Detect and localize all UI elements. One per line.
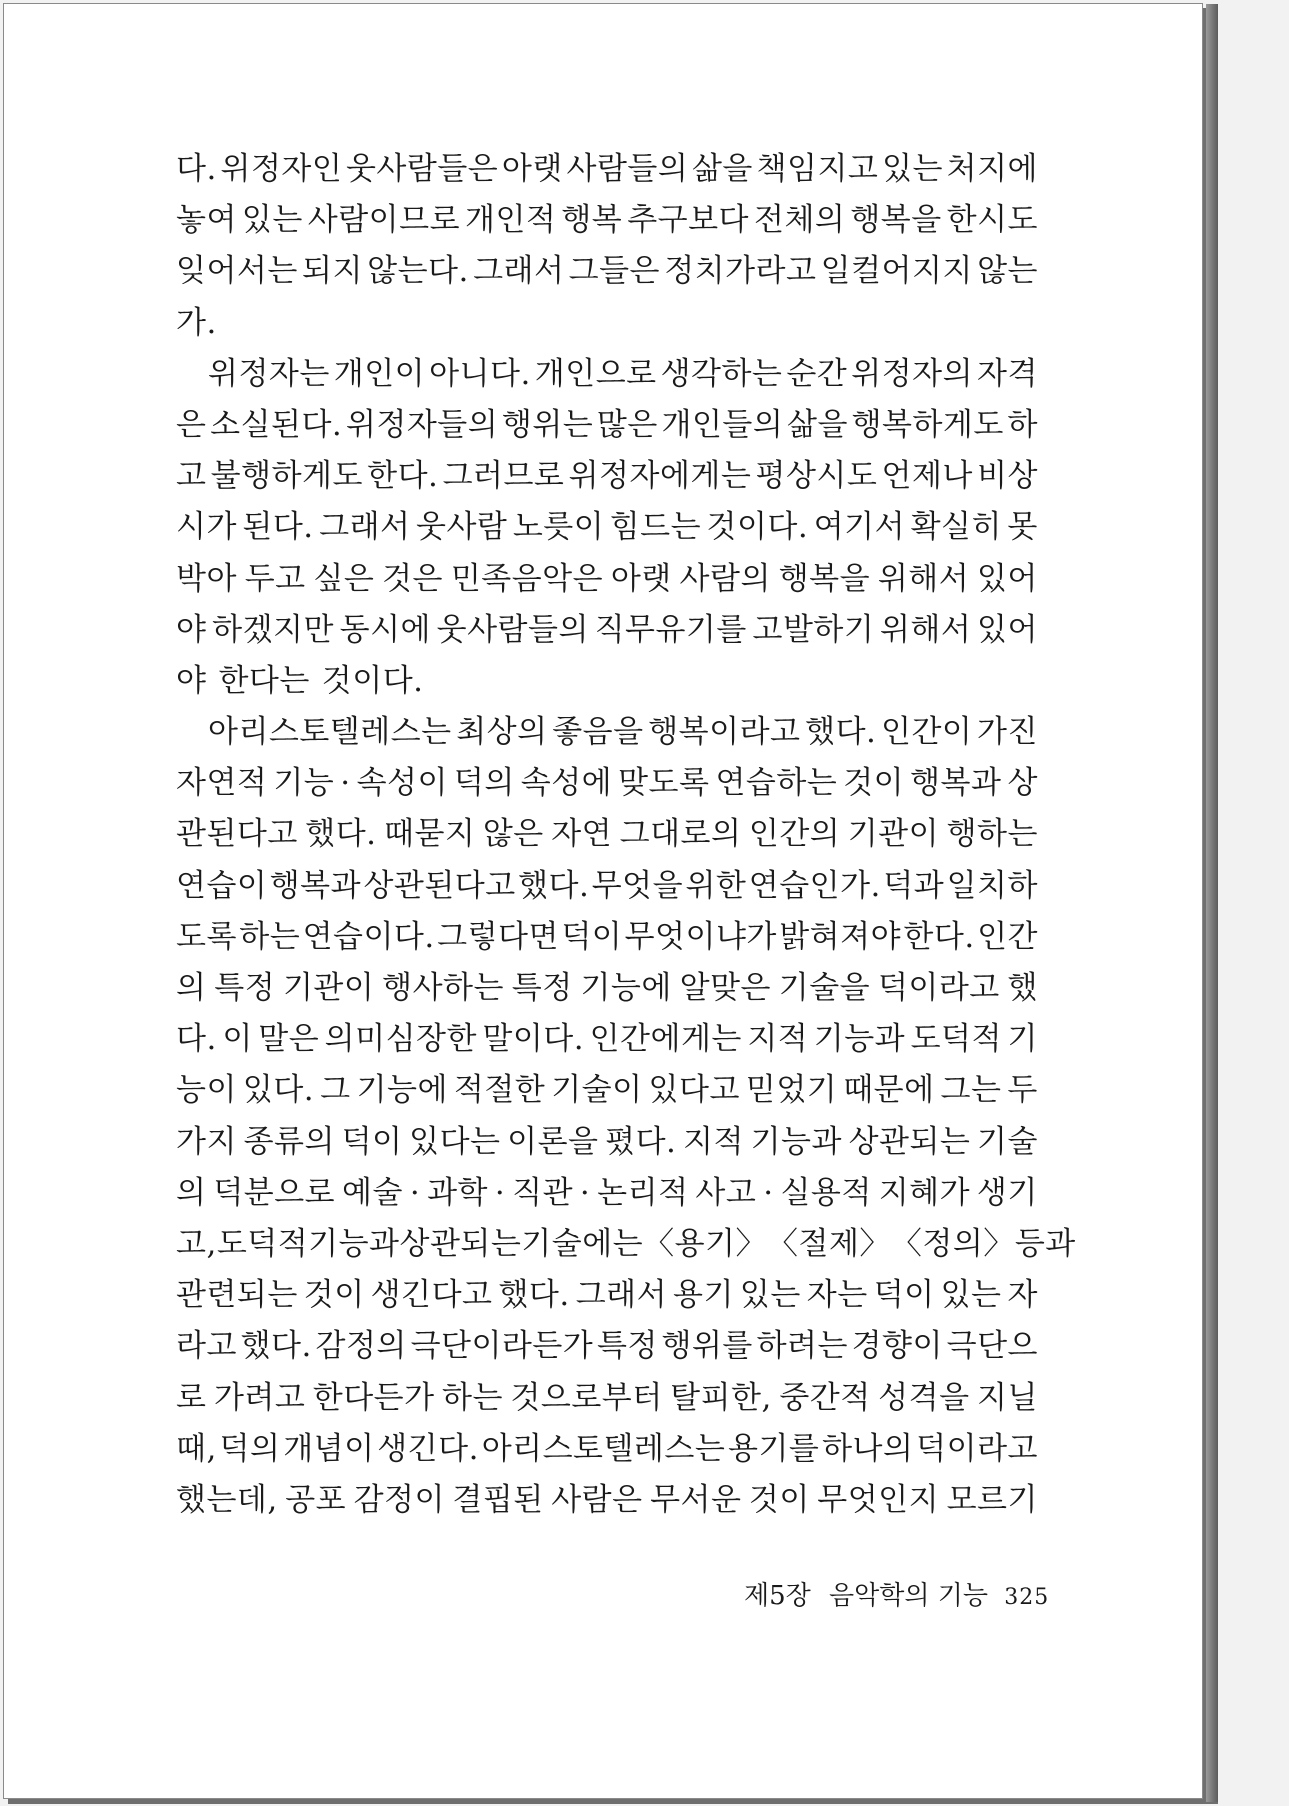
word: 것은 bbox=[382, 560, 444, 597]
word: 의 bbox=[176, 970, 207, 1006]
word: 다. bbox=[176, 1021, 217, 1058]
page-footer bbox=[744, 1575, 1049, 1612]
word: 놓여 bbox=[176, 202, 237, 239]
word: 등과 bbox=[1014, 1225, 1076, 1262]
text-line bbox=[176, 451, 1038, 502]
document-page bbox=[3, 3, 1203, 1799]
word: 기능에 bbox=[580, 970, 672, 1006]
word: 지적 bbox=[747, 1021, 809, 1058]
word: 위정자에게는 bbox=[568, 458, 752, 495]
word: 과학 bbox=[427, 1174, 488, 1211]
word: 덕이라고 bbox=[916, 1430, 1038, 1467]
word: 일치하 bbox=[946, 867, 1038, 904]
word: 않는다. bbox=[367, 253, 469, 290]
word: 일컬어지지 bbox=[820, 253, 973, 290]
word: 그래서 bbox=[575, 1277, 668, 1314]
word: 했다. bbox=[240, 1328, 312, 1365]
word: 알맞은 bbox=[679, 970, 771, 1006]
word: 연습이다. bbox=[302, 918, 435, 955]
word: 폈다. bbox=[605, 1123, 677, 1160]
word: 극단으 bbox=[946, 1328, 1038, 1365]
word: 웃사람들의 bbox=[436, 611, 589, 648]
word: 기 bbox=[1007, 1021, 1038, 1058]
word: 도덕적 bbox=[216, 1225, 309, 1262]
text-line bbox=[176, 1321, 1038, 1372]
word: 때묻지 bbox=[384, 816, 476, 853]
word: 인간의 bbox=[748, 816, 841, 853]
word: 위정자들의 bbox=[345, 406, 499, 443]
word: 위정자의 bbox=[851, 355, 974, 392]
word: 생각하는 bbox=[660, 355, 783, 392]
text-line bbox=[176, 554, 1038, 605]
word: 이 bbox=[222, 1021, 253, 1058]
word: 기능과 bbox=[750, 1123, 842, 1160]
word: 아리스토텔레스는 bbox=[481, 1430, 726, 1467]
word: 지혜가 bbox=[878, 1174, 971, 1211]
word: 것이 bbox=[303, 1277, 365, 1314]
word: 두고 bbox=[244, 560, 306, 597]
word: 행복과 bbox=[910, 765, 1002, 802]
word: 자격 bbox=[977, 355, 1038, 392]
text-line bbox=[176, 707, 1038, 758]
word: · bbox=[579, 1174, 591, 1211]
word: 인간에게는 bbox=[589, 1021, 742, 1058]
word: 기술이 bbox=[551, 1072, 643, 1109]
word: 가. bbox=[176, 304, 217, 341]
word: 언제나 bbox=[881, 458, 973, 495]
word: 생긴다고 bbox=[370, 1277, 493, 1314]
word: 행복을 bbox=[778, 560, 871, 597]
word: 말이다. bbox=[482, 1021, 585, 1058]
text-line bbox=[176, 1424, 1038, 1475]
word: 했다. bbox=[498, 1277, 570, 1314]
word: 위정자인 bbox=[220, 151, 343, 187]
word: 그들은 bbox=[568, 253, 660, 290]
word: 경향이 bbox=[851, 1328, 943, 1365]
word: 직관 bbox=[512, 1174, 574, 1211]
word: 하 bbox=[1007, 406, 1038, 443]
word: 되지 bbox=[302, 253, 363, 290]
word: 있는 bbox=[882, 151, 943, 187]
word: 때, bbox=[176, 1430, 217, 1467]
word: 연습하는 bbox=[715, 765, 838, 802]
word: 책임지고 bbox=[756, 151, 879, 187]
word: 기술 bbox=[977, 1123, 1038, 1160]
word: 사고 bbox=[695, 1174, 757, 1211]
word: 한시도 bbox=[946, 202, 1038, 239]
word: 아랫 bbox=[501, 151, 563, 187]
text-line bbox=[176, 195, 1038, 246]
word: 한다. bbox=[367, 458, 439, 495]
word: 도록 bbox=[176, 918, 237, 955]
word: 자연 bbox=[551, 816, 613, 853]
word: 말은 bbox=[258, 1021, 320, 1058]
word: 인간이 bbox=[881, 714, 973, 751]
word: 비상 bbox=[977, 458, 1038, 495]
word: 상관되는 bbox=[399, 1225, 522, 1262]
word: 덕이 bbox=[873, 1277, 935, 1314]
text-line bbox=[176, 246, 1038, 297]
word: 고, bbox=[176, 1225, 217, 1262]
word: 속성이 bbox=[356, 765, 448, 802]
word: 용기 bbox=[673, 1277, 734, 1314]
word: 했 bbox=[1007, 970, 1038, 1006]
word: 위정자는 bbox=[208, 355, 330, 392]
text-line bbox=[176, 605, 1038, 656]
word: 덕과 bbox=[883, 867, 945, 904]
word: 의미심장한 bbox=[324, 1021, 477, 1058]
word: 고발하기 bbox=[752, 611, 875, 648]
word: 개인이 bbox=[333, 355, 426, 392]
word: 못 bbox=[1007, 509, 1038, 546]
word: 관련되는 bbox=[176, 1277, 298, 1314]
word: 특정 bbox=[596, 1328, 658, 1365]
word: 소실된다. bbox=[210, 406, 343, 443]
text-line bbox=[176, 349, 1038, 400]
text-line bbox=[176, 861, 1038, 912]
word: 두 bbox=[1007, 1072, 1038, 1109]
word: 기관이 bbox=[847, 816, 940, 853]
page-number: 325 bbox=[1004, 1585, 1050, 1610]
word: 공포 bbox=[285, 1481, 347, 1518]
text-line bbox=[176, 809, 1038, 860]
word: 있다. bbox=[242, 1072, 315, 1109]
word: 은 bbox=[176, 406, 207, 443]
word: 관된다고 bbox=[176, 816, 298, 853]
word: 다. bbox=[176, 151, 217, 187]
word: · bbox=[409, 1174, 421, 1211]
word: 개인적 bbox=[465, 202, 557, 239]
text-line bbox=[176, 1270, 1038, 1321]
word: 기술을 bbox=[778, 970, 871, 1006]
text-line bbox=[176, 1168, 1038, 1219]
word: 행위는 bbox=[501, 406, 594, 443]
word: 〈용기〉 bbox=[643, 1225, 767, 1262]
word: 무엇을 bbox=[591, 867, 684, 904]
text-line bbox=[176, 144, 1038, 195]
word: 최상의 bbox=[456, 714, 548, 751]
word: 중간적 bbox=[779, 1379, 871, 1416]
text-line bbox=[176, 1219, 1076, 1270]
word: 삶을 bbox=[787, 406, 848, 443]
word: 한다든가 bbox=[312, 1379, 435, 1416]
word: 위해서 bbox=[877, 560, 970, 597]
word: 했다. bbox=[805, 714, 877, 751]
word: 개인으로 bbox=[534, 355, 657, 392]
word: 그래서 bbox=[473, 253, 565, 290]
word: 있는 bbox=[940, 1277, 1002, 1314]
word: 잊어서는 bbox=[176, 253, 298, 290]
word: 있어 bbox=[976, 560, 1038, 597]
word: 했다. bbox=[518, 867, 590, 904]
word: 것이다. bbox=[321, 662, 424, 699]
word: 연습인가. bbox=[748, 867, 881, 904]
word: 탈피한, bbox=[670, 1379, 772, 1416]
word: 가진 bbox=[977, 714, 1038, 751]
word: 위한 bbox=[685, 867, 747, 904]
word: 특정 bbox=[214, 970, 276, 1006]
word: 순간 bbox=[786, 355, 848, 392]
word: 하나의 bbox=[822, 1430, 914, 1467]
word: 좋음을 bbox=[552, 714, 644, 751]
word: · bbox=[340, 765, 351, 802]
word: 극단이라든가 bbox=[410, 1328, 594, 1365]
word: 개념이 bbox=[283, 1430, 375, 1467]
word: 덕이라고 bbox=[877, 970, 1000, 1006]
word: 결핍된 bbox=[452, 1481, 544, 1518]
footer-title: 음악학의 기능 bbox=[829, 1581, 989, 1611]
word: 시가 bbox=[176, 509, 237, 546]
word: 웃사람들은 bbox=[345, 151, 499, 187]
word: 덕의 bbox=[453, 765, 515, 802]
word: 노릇이 bbox=[512, 509, 605, 546]
word: 있는 bbox=[739, 1277, 801, 1314]
word: 자 bbox=[1007, 1277, 1038, 1314]
word: 확실히 bbox=[910, 509, 1002, 546]
word: 있어 bbox=[977, 611, 1038, 648]
word: 논리적 bbox=[597, 1174, 689, 1211]
page-edge bbox=[1206, 4, 1218, 1802]
word: 용기를 bbox=[728, 1430, 820, 1467]
word: 싶은 bbox=[313, 560, 375, 597]
word: 실용적 bbox=[780, 1174, 872, 1211]
word: 하려는 bbox=[756, 1328, 848, 1365]
word: 행복하게도 bbox=[851, 406, 1004, 443]
word: 모르기 bbox=[946, 1481, 1038, 1518]
word: 행위를 bbox=[661, 1328, 753, 1365]
word: 밝혀져야 bbox=[779, 918, 902, 955]
word: 삶을 bbox=[691, 151, 753, 187]
word: 행복이라고 bbox=[648, 714, 801, 751]
word: 사람의 bbox=[679, 560, 771, 597]
text-line bbox=[176, 1014, 1038, 1065]
word: 연습이 bbox=[176, 867, 268, 904]
text-line bbox=[176, 656, 1038, 707]
text-line bbox=[176, 912, 1038, 963]
word: 않는 bbox=[977, 253, 1038, 290]
word: 이론을 bbox=[507, 1123, 599, 1160]
word: 지닐 bbox=[977, 1379, 1038, 1416]
word: 그 bbox=[320, 1072, 351, 1109]
word: 했는데, bbox=[176, 1481, 278, 1518]
word: 사람은 bbox=[551, 1481, 643, 1518]
word: 덕이 bbox=[561, 918, 623, 955]
word: 있는 bbox=[241, 202, 303, 239]
word: 동시에 bbox=[339, 611, 431, 648]
body-text bbox=[176, 144, 1076, 1526]
word: 상관되는 bbox=[848, 1123, 971, 1160]
word: 민족음악은 bbox=[450, 560, 604, 597]
word: 기능과 bbox=[813, 1021, 906, 1058]
word: 많은 bbox=[596, 406, 658, 443]
footer-chapter: 제5장 bbox=[744, 1581, 811, 1611]
word: 그대로의 bbox=[619, 816, 742, 853]
word: 것이 bbox=[843, 765, 905, 802]
word: 한다. bbox=[903, 918, 975, 955]
word: 여기서 bbox=[813, 509, 906, 546]
word: 종류의 bbox=[243, 1123, 335, 1160]
word: 때문에 bbox=[843, 1072, 935, 1109]
word: 자연적 bbox=[176, 765, 268, 802]
word: 상 bbox=[1007, 765, 1038, 802]
word: 무엇이냐가 bbox=[624, 918, 777, 955]
word: 추구보다 bbox=[627, 202, 750, 239]
word: 그는 bbox=[940, 1072, 1002, 1109]
text-line bbox=[176, 1373, 1038, 1424]
word: 가려고 bbox=[213, 1379, 306, 1416]
word: 능이 bbox=[176, 1072, 237, 1109]
text-line bbox=[176, 298, 1038, 349]
word: 않은 bbox=[482, 816, 544, 853]
word: 것으로부터 bbox=[510, 1379, 663, 1416]
text-line bbox=[176, 758, 1038, 809]
word: 것이 bbox=[748, 1481, 810, 1518]
word: 상관된다고 bbox=[363, 867, 516, 904]
word: 가지 bbox=[176, 1123, 237, 1160]
word: 무서운 bbox=[650, 1481, 742, 1518]
word: 했다. bbox=[305, 816, 377, 853]
word: 직무유기를 bbox=[594, 611, 747, 648]
word: 지적 bbox=[683, 1123, 744, 1160]
word: 사람이므로 bbox=[307, 202, 461, 239]
word: 의 bbox=[176, 1174, 207, 1211]
word: 기관이 bbox=[282, 970, 375, 1006]
word: 행복과 bbox=[269, 867, 362, 904]
word: 특정 bbox=[511, 970, 573, 1006]
text-line bbox=[176, 963, 1038, 1014]
word: 무엇인지 bbox=[817, 1481, 940, 1518]
word: 불행하게도 bbox=[210, 458, 363, 495]
word: 믿었기 bbox=[745, 1072, 838, 1109]
word: 행복 bbox=[561, 202, 623, 239]
word: 속성에 bbox=[520, 765, 613, 802]
word: 위해서 bbox=[879, 611, 972, 648]
word: 기능에 bbox=[356, 1072, 448, 1109]
text-line bbox=[176, 1065, 1038, 1116]
word: 아랫 bbox=[610, 560, 672, 597]
word: 있다고 bbox=[648, 1072, 740, 1109]
word: 하겠지만 bbox=[212, 611, 334, 648]
word: 덕분으로 bbox=[213, 1174, 336, 1211]
word: · bbox=[763, 1174, 774, 1211]
word: 그렇다면 bbox=[437, 918, 559, 955]
word: 자는 bbox=[806, 1277, 868, 1314]
word: 감정이 bbox=[353, 1481, 445, 1518]
word: 하는 bbox=[442, 1379, 503, 1416]
word: 로 bbox=[176, 1379, 207, 1416]
word: 라고 bbox=[176, 1328, 237, 1365]
word: 감정의 bbox=[315, 1328, 407, 1365]
word: 기술에는 bbox=[521, 1225, 644, 1262]
word: 평상시도 bbox=[755, 458, 878, 495]
word: 인간 bbox=[977, 918, 1038, 955]
word: 처지에 bbox=[946, 151, 1038, 187]
word: 행복을 bbox=[850, 202, 942, 239]
word: 그래서 bbox=[319, 509, 411, 546]
word: 행사하는 bbox=[382, 970, 504, 1006]
text-line bbox=[176, 400, 1038, 451]
text-line bbox=[176, 1475, 1038, 1526]
word: 하는 bbox=[239, 918, 301, 955]
text-line bbox=[176, 502, 1038, 553]
word: 기능과 bbox=[308, 1225, 400, 1262]
word: 덕이 bbox=[341, 1123, 403, 1160]
word: 덕의 bbox=[219, 1430, 281, 1467]
word: 생기 bbox=[976, 1174, 1038, 1211]
word: 행하는 bbox=[946, 816, 1038, 853]
word: 그러므로 bbox=[442, 458, 565, 495]
word: 한다는 bbox=[218, 662, 310, 699]
word: 사람들의 bbox=[566, 151, 689, 187]
word: 성격을 bbox=[878, 1379, 970, 1416]
word: 된다. bbox=[242, 509, 314, 546]
word: 고 bbox=[176, 458, 207, 495]
word: 야 bbox=[176, 662, 207, 699]
word: 전체의 bbox=[754, 202, 846, 239]
word: 개인들의 bbox=[661, 406, 784, 443]
word: 있다는 bbox=[409, 1123, 501, 1160]
word: 기능 bbox=[273, 765, 335, 802]
word: 박아 bbox=[176, 560, 237, 597]
word: 적절한 bbox=[453, 1072, 546, 1109]
word: 아니다. bbox=[429, 355, 531, 392]
word: 〈절제〉 bbox=[767, 1225, 891, 1262]
word: 생긴다. bbox=[377, 1430, 479, 1467]
word: 예술 bbox=[342, 1174, 403, 1211]
word: 힘드는 bbox=[609, 509, 702, 546]
word: · bbox=[494, 1174, 506, 1211]
word: 정치가라고 bbox=[664, 253, 817, 290]
word: 아리스토텔레스는 bbox=[208, 714, 452, 751]
word: 맞도록 bbox=[618, 765, 710, 802]
word: 웃사람 bbox=[416, 509, 508, 546]
word: 것이다. bbox=[706, 509, 809, 546]
word: 도덕적 bbox=[910, 1021, 1002, 1058]
word: 〈정의〉 bbox=[890, 1225, 1015, 1262]
text-line bbox=[176, 1117, 1038, 1168]
word: 야 bbox=[176, 611, 207, 648]
